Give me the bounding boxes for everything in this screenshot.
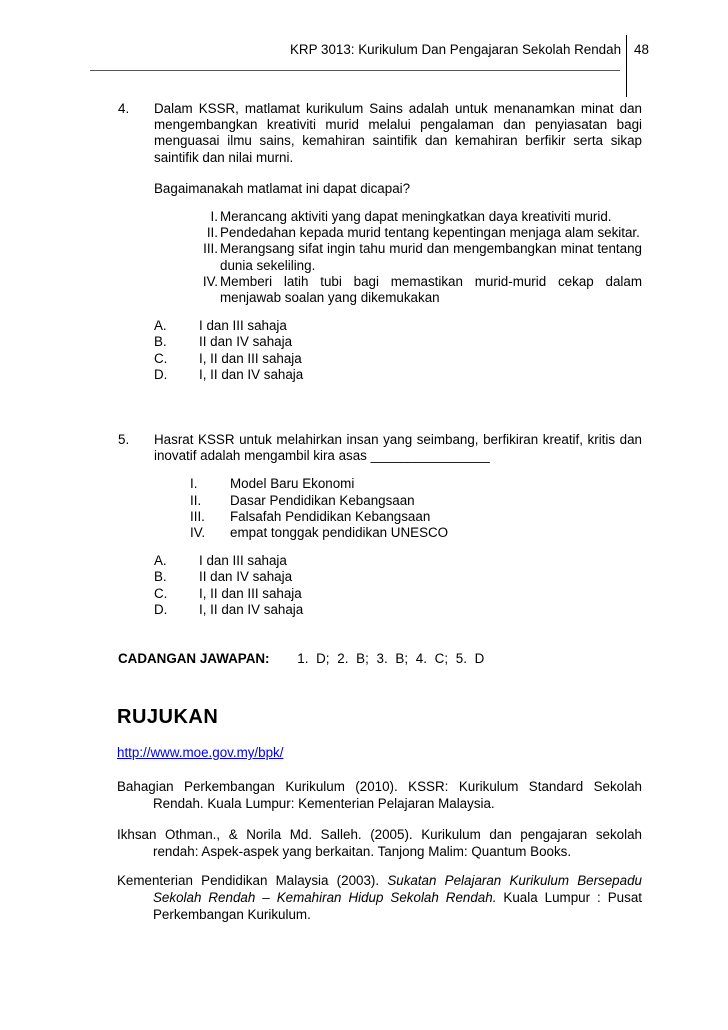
reference-author: Kementerian Pendidikan Malaysia (2003).	[117, 873, 380, 888]
answers-label: CADANGAN JAWAPAN:	[118, 651, 270, 666]
statement-item	[190, 241, 642, 273]
option-text: I dan III sahaja	[199, 318, 287, 334]
reference-entry	[117, 872, 642, 923]
statement-text: Memberi latih tubi bagi memastikan murid-murid cekap dalam menjawab soalan yang dikemukakan	[220, 273, 642, 306]
statement-item	[190, 509, 642, 525]
option-item	[154, 318, 642, 334]
statement-numeral: III.	[190, 508, 205, 524]
statement-text: empat tonggak pendidikan UNESCO	[230, 525, 449, 541]
page-number: 48	[634, 42, 649, 57]
option-item	[154, 351, 642, 367]
statement-item	[190, 493, 642, 509]
statement-text: Dasar Pendidikan Kebangsaan	[230, 492, 415, 508]
statement-list	[190, 476, 642, 541]
answers-values: 1. D; 2. B; 3. B; 4. C; 5. D	[297, 651, 485, 666]
statement-item	[190, 209, 642, 225]
answer-options	[154, 318, 642, 383]
reference-link[interactable]: http://www.moe.gov.my/bpk/	[117, 745, 284, 760]
statement-numeral: II.	[206, 225, 218, 241]
statement-numeral: I.	[210, 209, 218, 225]
option-text: I, II dan III sahaja	[199, 350, 302, 366]
statement-item	[190, 476, 642, 492]
statement-text: Pendedahan kepada murid tentang kepentingan menjaga alam sekitar.	[220, 225, 640, 241]
option-text: II dan IV sahaja	[199, 569, 293, 585]
reference-entry: Bahagian Perkembangan Kurikulum (2010). KSSR: Kurikulum Standard Sekolah Rendah. Kuala Lumpur: Kementerian Pelajaran Malaysia.	[117, 779, 642, 811]
answer-options	[154, 553, 642, 618]
option-item	[154, 334, 642, 350]
option-item	[154, 553, 642, 569]
option-letter: C.	[154, 585, 168, 601]
option-text: II dan IV sahaja	[199, 334, 293, 350]
references-heading: RUJUKAN	[117, 706, 219, 728]
option-letter: D.	[154, 366, 168, 382]
statement-numeral: IV.	[190, 525, 206, 541]
option-item	[154, 602, 642, 618]
option-letter: C.	[154, 350, 168, 366]
reference-entry: Ikhsan Othman., & Norila Md. Salleh. (2005). Kurikulum dan pengajaran sekolah rendah: Aspek-aspek yang berkaitan. Tanjong Malim: Quantum Books.	[117, 827, 642, 859]
reference-title: Sukatan Pelajaran Kurikulum Bersepadu Sekolah Rendah – Kemahiran Hidup Sekolah Rendah.	[153, 873, 642, 905]
question-5	[118, 432, 642, 618]
header-vertical-rule	[626, 35, 627, 97]
statement-numeral: III.	[203, 241, 218, 257]
option-letter: A.	[154, 318, 167, 334]
question-text: Dalam KSSR, matlamat kurikulum Sains adalah untuk menanamkan minat dan mengembangkan kreativiti murid melalui pengalaman dan penyiasatan bagi menguasai ilmu sains, kemahiran saintifik dan kemahiran berfikir serta sikap saintifik dan nilai murni.	[154, 101, 642, 165]
question-prompt: Bagaimanakah matlamat ini dapat dicapai?	[154, 180, 411, 196]
statement-numeral: II.	[190, 492, 202, 508]
option-letter: A.	[154, 553, 167, 569]
statement-text: Merangsang sifat ingin tahu murid dan mengembangkan minat tentang dunia sekeliling.	[220, 241, 642, 273]
statement-text: Merancang aktiviti yang dapat meningkatkan daya kreativiti murid.	[220, 209, 612, 225]
question-4	[118, 101, 642, 383]
option-text: I, II dan IV sahaja	[199, 601, 304, 617]
statement-item	[190, 525, 642, 541]
statement-text: Falsafah Pendidikan Kebangsaan	[230, 508, 431, 524]
option-text: I, II dan III sahaja	[199, 585, 302, 601]
option-letter: D.	[154, 601, 168, 617]
option-item	[154, 569, 642, 585]
reference-publisher: Kuala Lumpur : Pusat Perkembangan Kurikulum.	[153, 890, 642, 922]
statement-item	[190, 274, 642, 306]
option-letter: B.	[154, 334, 167, 350]
option-text: I dan III sahaja	[199, 553, 287, 569]
option-item	[154, 586, 642, 602]
option-text: I, II dan IV sahaja	[199, 366, 304, 382]
statement-numeral: IV.	[202, 273, 218, 289]
header-title: KRP 3013: Kurikulum Dan Pengajaran Sekolah Rendah	[290, 42, 622, 57]
question-text: Hasrat KSSR untuk melahirkan insan yang seimbang, berfikiran kreatif, kritis dan inovatif adalah mengambil kira asas ________________	[154, 432, 642, 464]
statement-text: Model Baru Ekonomi	[230, 476, 355, 492]
question-number: 5.	[118, 432, 130, 447]
question-number: 4.	[118, 101, 130, 116]
statement-numeral: I.	[190, 476, 198, 492]
statement-item	[190, 225, 642, 241]
header-divider	[90, 70, 620, 71]
suggested-answers	[118, 651, 484, 666]
option-letter: B.	[154, 569, 167, 585]
option-item	[154, 367, 642, 383]
statement-list	[190, 209, 642, 306]
